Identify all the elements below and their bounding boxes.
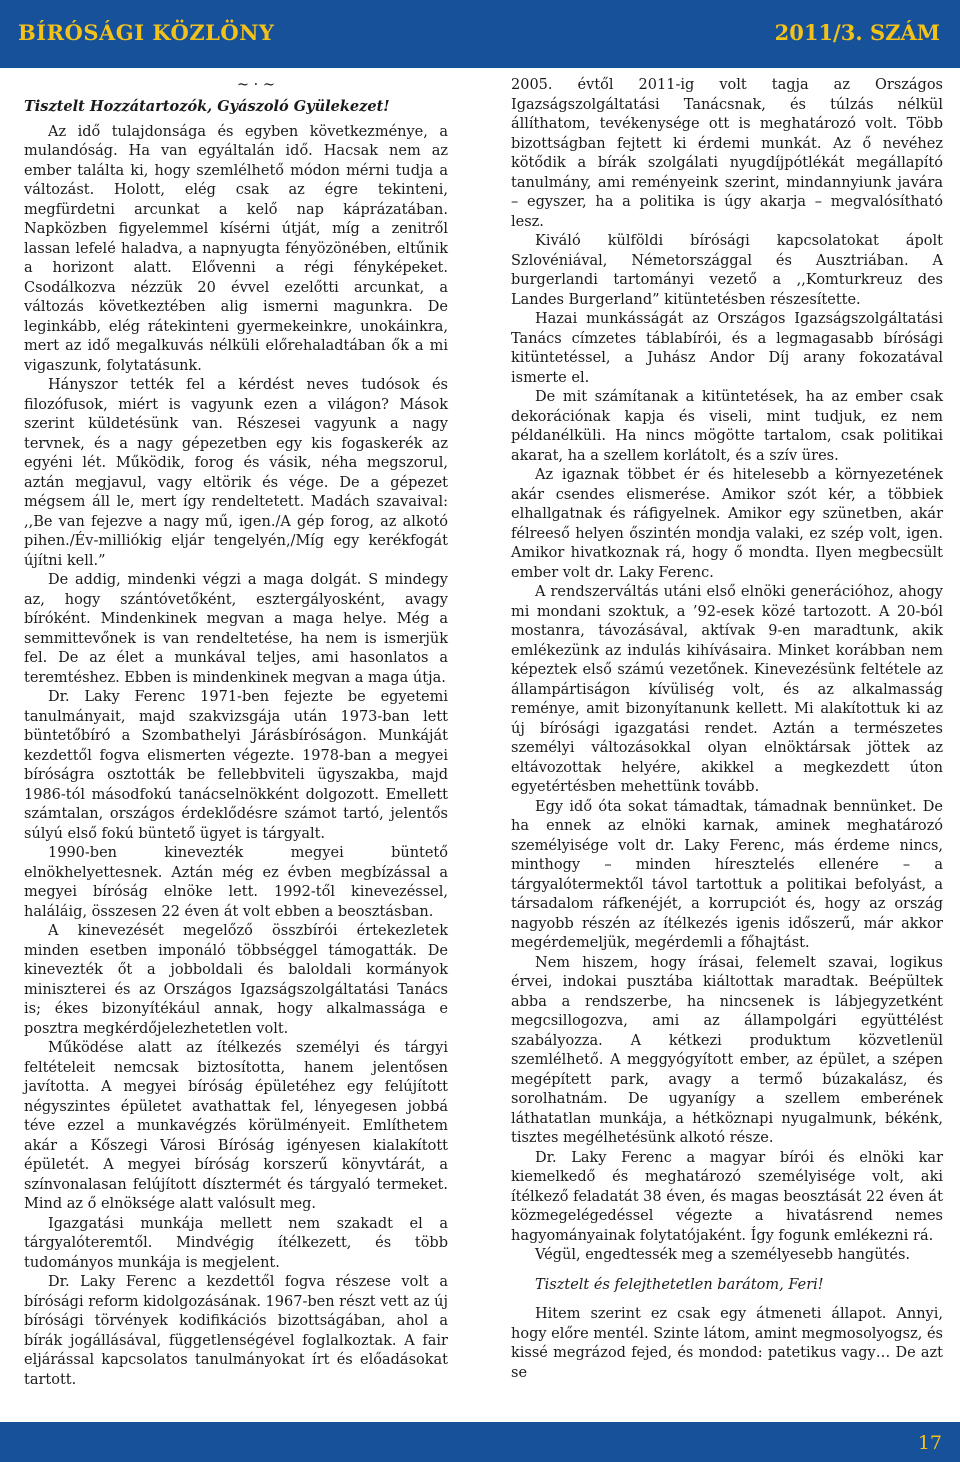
paragraph: Igazgatási munkája mellett nem szakadt el a tárgyalóteremtől. Mindvégig ítélkezett, és több tudományos munkája is megjelent. — [24, 1215, 448, 1271]
closing-address: Tisztelt és felejthetetlen barátom, Feri! — [535, 1276, 824, 1293]
paragraph: Egy idő óta sokat támadtak, támadnak bennünket. De ha ennek az elnöki karnak, aminek meghatározó személyisége volt dr. Laky Ferenc, más érdeme nincs, minthogy – minden híresztelés ellenére – a tárgyalótermektől távol tartottuk a politikai befolyást, a társadalom ráfkenéjét, a korrupciót és, hogy az ország nagyobb részén az ítélkezés igenis időszerű, már akkor megérdemeljük, megérdemli a főhajtást. — [511, 798, 943, 951]
paragraph: Nem hiszem, hogy írásai, felemelt szavai, logikus érvei, indokai pusztába kiáltottak maradtak. Beépültek abba a rendszerbe, ha nincsenek is lábjegyzetként megcsillogozva, ami az állampolgári együttélést szabályozza. A kétkezi produktum közvetlenül szemlélhető. A meggyógyított ember, az épület, a szépen megépített park, avagy a termő búzakalász, és sorolhatnám. De ugyanígy a szellem emberének láthatatlan munkája, a hétköznapi nyugalmunk, békénk, tisztes megélhetésünk alkotó része. — [511, 954, 943, 1146]
paragraph: Dr. Laky Ferenc a magyar bírói és elnöki kar kiemelkedő és meghatározó személyisége volt, aki ítélkező feladatát 38 éven, és magas beosztását 22 éven át közmegelégedéssel végezte a hivatásrend nemes hagyományainak folytatójaként. Így fogunk emlékezni rá. — [511, 1149, 943, 1244]
paragraph: Hazai munkásságát az Országos Igazságszolgáltatási Tanács címzetes táblabírói, és a legmagasabb bírósági kitüntetéssel, a Juhász Andor Díj arany fokozatával ismerte el. — [511, 311, 943, 386]
paragraph: 2005. évtől 2011-ig volt tagja az Országos Igazságszolgáltatási Tanácsnak, és túlzás nélkül állíthatom, tevékenysége ott is meghatározó volt. Több bizottságban fejtett ki érdemi munkát. Az ő nevéhez kötődik a bírák szolgálati nyugdíjpótlékát megállapító tanulmány, ami reményeink szerint, mindannyiunk javára – egyszer, ha a politika is úgy akarja – megvalósítható lesz. — [511, 77, 943, 230]
paragraph: Dr. Laky Ferenc a kezdettől fogva részese volt a bírósági reform kidolgozásának. 1967-ben részt vett az új bírósági törvények kodifikációs bizottságában, ahol a bírák jogállásával, függetlenségével foglalkoztak. A fair eljárással kapcsolatos tanulmányokat írt és előadásokat tartott. — [24, 1274, 448, 1388]
paragraph: Működése alatt az ítélkezés személyi és tárgyi feltételeit nemcsak biztosította, hanem jelentősen javította. A megyei bíróság épületéhez egy felújított négyszintes épületet avathattak fel, lényegesen jobbá téve ezzel a munkavégzés körülményeit. Említhetem akár a Kőszegi Városi Bíróság igényesen kialakított épületét. A megyei bíróság korszerű könyvtárát, a színvonalasan felújított dísztermét és tárgyaló termeket. Mind az ő elnöksége alatt valósult meg. — [24, 1040, 448, 1212]
paragraph: Dr. Laky Ferenc 1971-ben fejezte be egyetemi tanulmányait, majd szakvizsgája után 1973-ban lett büntetőbíró a Szombathelyi Járásbíróságon. Munkáját kezdettől fogva elismerten végezte. 1978-ban a megyei bíróságra osztották be fellebbviteli ügyszakba, majd 1986-tól másodfokú tanácselnökként dolgozott. Emellett számtalan, országos érdeklődésre számot tartó, jelentős súlyú első fokú büntető ügyet is tárgyalt. — [24, 689, 448, 842]
left-column — [24, 76, 448, 1390]
paragraph: Végül, engedtessék meg a személyesebb hangütés. — [535, 1247, 911, 1263]
paragraph: 1990-ben kinevezték megyei büntető elnökhelyettesnek. Aztán még ez évben megbízással a megyei bíróság elnöke lett. 1992-től kinevezéssel, haláláig, összesen 22 éven át volt ebben a beosztásban. — [24, 845, 448, 920]
page-number: 17 — [917, 1432, 942, 1454]
paragraph: Hitem szerint ez csak egy átmeneti állapot. Annyi, hogy előre mentél. Szinte látom, amint megmosolyogsz, és kissé megrázod fejed, és mondod: patetikus vagy… De azt se — [511, 1306, 943, 1381]
right-column — [511, 76, 943, 1383]
paragraph: Hányszor tették fel a kérdést neves tudósok és filozófusok, miért is vagyunk ezen a világon? Mások szerint küldetésünk van. Részesei vagyunk a nagy tervnek, és a nagy gépezetben egy kis fogaskerék az egyéni lét. Működik, forog és vásik, néha megszorul, aztán megjavul, vagy eltörik és vége. De a gépezet mégsem áll le, mert így rendeltetett. Madách szavaival: ,,Be van fejezve a nagy mű, igen./A gép forog, az alkotó pihen./Év-milliókig eljár tengelyén,/Míg egy kerékfogát újítni kell.” — [24, 377, 448, 569]
paragraph: De mit számítanak a kitüntetések, ha az ember csak dekorációnak kapja és viseli, mint tudjuk, ez nem példanélküli. Ha nincs mögötte tartalom, csak politikai akarat, ha a szellem korlátolt, és a szív üres. — [511, 389, 943, 464]
paragraph: A kinevezését megelőző összbírói értekezletek minden esetben imponáló többséggel támogatták. De kinevezték őt a jobboldali és baloldali kormányok miniszterei és az Országos Igazságszolgáltatási Tanács is; ékes bizonyítékául annak, hogy alkalmassága e posztra megkérdőjelezhetetlen volt. — [24, 923, 448, 1037]
page-footer — [0, 1422, 960, 1462]
journal-title: BÍRÓSÁGI KÖZLÖNY — [18, 20, 275, 45]
ornament: ~ · ~ — [236, 77, 276, 93]
salutation: Tisztelt Hozzátartozók, Gyászoló Gyülekezet! — [24, 98, 390, 115]
issue-number: 2011/3. SZÁM — [774, 20, 940, 45]
paragraph: Kiváló külföldi bírósági kapcsolatokat ápolt Szlovéniával, Németországgal és Ausztriában. A burgerlandi tartományi vezető a ,,Komturkreuz des Landes Burgerland” kitüntetésben részesítette. — [511, 233, 943, 308]
page-header — [0, 0, 960, 68]
paragraph: Az igaznak többet ér és hitelesebb a környezetének akár csendes elismerése. Amikor szót kér, a többiek elhallgatnak és ráfigyelnek. Amikor egy szünetben, akár félreeső helyen őszintén mondja valaki, ez szép volt, igen. Amikor hivatkoznak rá, hogy ő mondta. Ilyen megbecsült ember volt dr. Laky Ferenc. — [511, 467, 943, 581]
paragraph: A rendszerváltás utáni első elnöki generációhoz, ahogy mi mondani szoktuk, a ’92-esek közé tartozott. A 20-ból mostanra, távozásával, aktívak 9-en maradtunk, akik emlékezünk az indulás kihívásaira. Minket korábban nem képeztek első számú vezetőnek. Kinevezésünk feltétele az állampártiságon kívüliség volt, és az alkalmasság reménye, amit bizonyítanunk kellett. Mi alakítottuk ki az új bírósági igazgatási rendet. Aztán a természetes személyi változásokkal olyan elnöktársak jöttek az eltávozottak helyére, akikkel a megkezdett úton egyetértésben mehettünk tovább. — [511, 584, 943, 795]
paragraph: Az idő tulajdonsága és egyben következménye, a mulandóság. Ha van egyáltalán idő. Hacsak nem az ember találta ki, hogy szemlélhető módon mérni tudja a változást. Holott, elég csak az égre tekinteni, megfürdetni arcunkat a kelő nap káprázatában. Napközben figyelemmel kísérni útját, míg a zenitről lassan lefelé haladva, a napnyugta fényözönében, eltűnik a horizont alatt. Elővenni a régi fényképeket. Csodálkozva nézzük 20 évvel ezelőtti arcunkat, a változás következtében alig ismerni magunkra. De leginkább, elég rátekinteni gyermekeinkre, unokáinkra, mert az idő megalkuvás nélküli előrehaladtában ők a mi vigaszunk, folytatásunk. — [24, 123, 448, 374]
paragraph: De addig, mindenki végzi a maga dolgát. S mindegy az, hogy szántóvetőként, esztergályosként, avagy bíróként. Mindenkinek megvan a maga helye. Még a semmittevőnek is van rendeltetése, ha nem is ismerjük fel. De az élet a munkával teljes, ami hasonlatos a teremtéshez. Ebben is mindenkinek megvan a maga útja. — [24, 572, 448, 686]
